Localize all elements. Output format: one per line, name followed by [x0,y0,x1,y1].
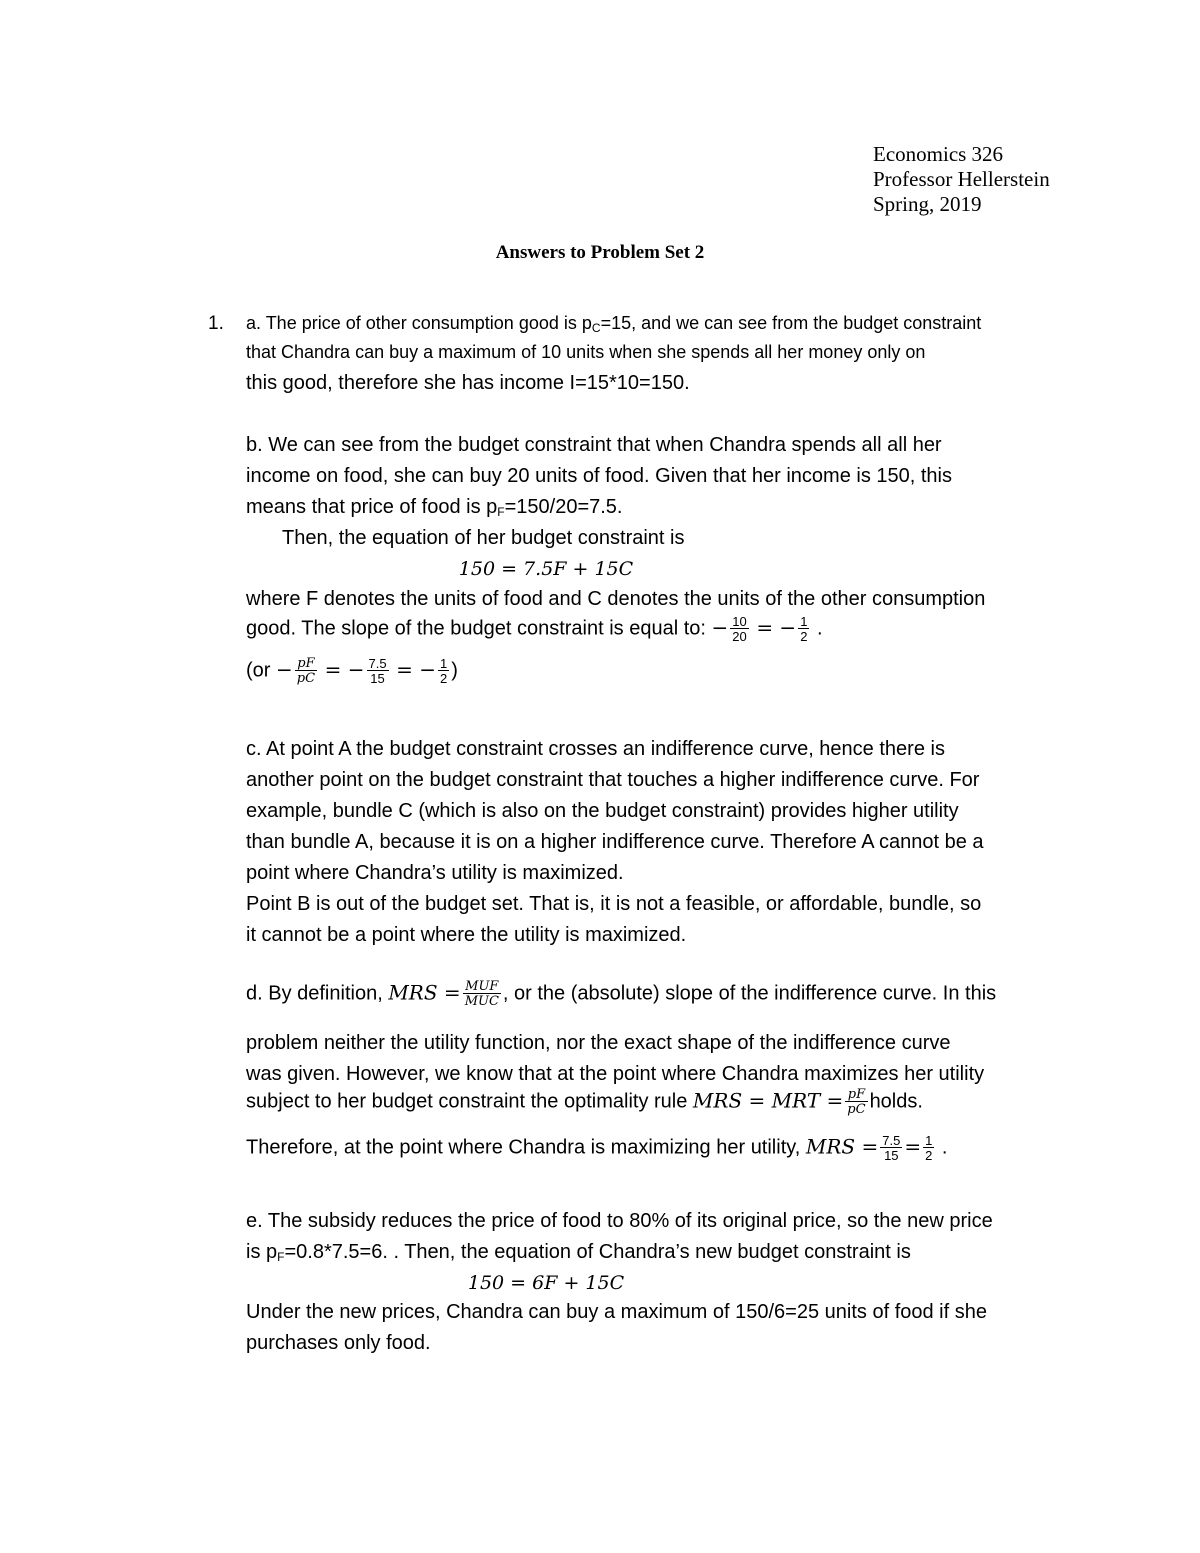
slope-fraction: $\frac{10}{20}$ [732,614,747,644]
half-fraction: $\frac{1}{2}$ [800,614,808,644]
term: Spring, 2019 [873,192,982,216]
part-b-slope-line: good. The slope of the budget constraint is equal to: − $\frac{10}{20}$ = − $\frac{1}{2}$ . [246,614,823,644]
part-d-line-1: d. By definition, MRS = $\frac{\text{MUF}}{\text{MUC}}$ , or the (absolute) slope of the indifference curve. In this [246,979,997,1009]
part-c-line-4: than bundle A, because it is on a higher indifference curve. Therefore A cannot be a [246,831,984,853]
mrs-value-fraction: $\frac{7.5}{15}$ [882,1133,901,1163]
part-e-line-3: Under the new prices, Chandra can buy a maximum of 150/6=25 units of food if she [246,1301,987,1323]
half-fraction-2: $\frac{1}{2}$ [440,656,448,686]
part-b-line-5: where F denotes the units of food and C denotes the units of the other consumption [246,588,986,610]
part-d-line-2: problem neither the utility function, nor the exact shape of the indifference curve [246,1032,951,1054]
question-number: 1. [208,313,224,334]
course-header [873,142,1050,217]
price-value-fraction: $\frac{7.5}{15}$ [368,656,387,686]
part-c-line-3: example, bundle C (which is also on the budget constraint) provides higher utility [246,800,959,822]
part-b-line-2: income on food, she can buy 20 units of food. Given that her income is 150, this [246,465,952,487]
part-b-line-4: Then, the equation of her budget constraint is [282,527,685,549]
part-e-line-4: purchases only food. [246,1332,431,1354]
mrs-half-fraction: $\frac{1}{2}$ [925,1133,933,1163]
price-ratio-fraction: $\frac{pF}{pC}$ [296,656,316,686]
document-title: Answers to Problem Set 2 [495,242,705,263]
part-e-line-2: is $p_F=0.8*7.5=6$. . Then, the equation of Chandra’s new budget constraint is [246,1241,911,1264]
part-d-line-4: subject to her budget constraint the optimality rule MRS = MRT = $\frac{pF}{pC}$ holds. [246,1087,923,1117]
optimality-fraction: $\frac{pF}{pC}$ [847,1087,866,1117]
part-c-line-6: Point B is out of the budget set. That is, it is not a feasible, or affordable, bundle, so [246,893,982,915]
part-a-line-2: that Chandra can buy a maximum of 10 units when she spends all her money only on [246,342,926,362]
part-b-line-1: b. We can see from the budget constraint that when Chandra spends all all her [246,434,942,456]
part-b-line-3: means that price of food is $p_F=150/20=7.5$. [246,496,623,519]
part-a-line-1: a. The price of other consumption good is $p_C=15$, and we can see from the budget constraint [246,313,982,335]
part-a-line-3: this good, therefore she has income I=15*10=150. [246,372,690,394]
professor-name: Professor Hellerstein [873,167,1050,191]
budget-equation: 150 = 7.5F + 15C [458,558,634,580]
mu-fraction: $\frac{\text{MUF}}{\text{MUC}}$ [464,979,499,1009]
part-b-alt-slope-line: (or − $\frac{pF}{pC}$ = − $\frac{7.5}{15}$ = − $\frac{1}{2}$ ) [246,656,458,686]
new-budget-equation: 150 = 6F + 15C [467,1272,625,1294]
part-c-line-1: c. At point A the budget constraint crosses an indifference curve, hence there is [246,738,945,760]
part-c-line-5: point where Chandra’s utility is maximized. [246,862,624,884]
part-c-line-2: another point on the budget constraint that touches a higher indifference curve. For [246,769,980,791]
part-c-line-7: it cannot be a point where the utility is maximized. [246,924,687,946]
part-d-line-5: Therefore, at the point where Chandra is maximizing her utility, MRS = $\frac{7.5}{15}$ = $\frac{1}{2}$ . [246,1133,948,1163]
part-d-line-3: was given. However, we know that at the point where Chandra maximizes her utility [246,1063,985,1085]
course-name: Economics 326 [873,142,1004,166]
part-e-line-1: e. The subsidy reduces the price of food to 80% of its original price, so the new price [246,1210,993,1232]
